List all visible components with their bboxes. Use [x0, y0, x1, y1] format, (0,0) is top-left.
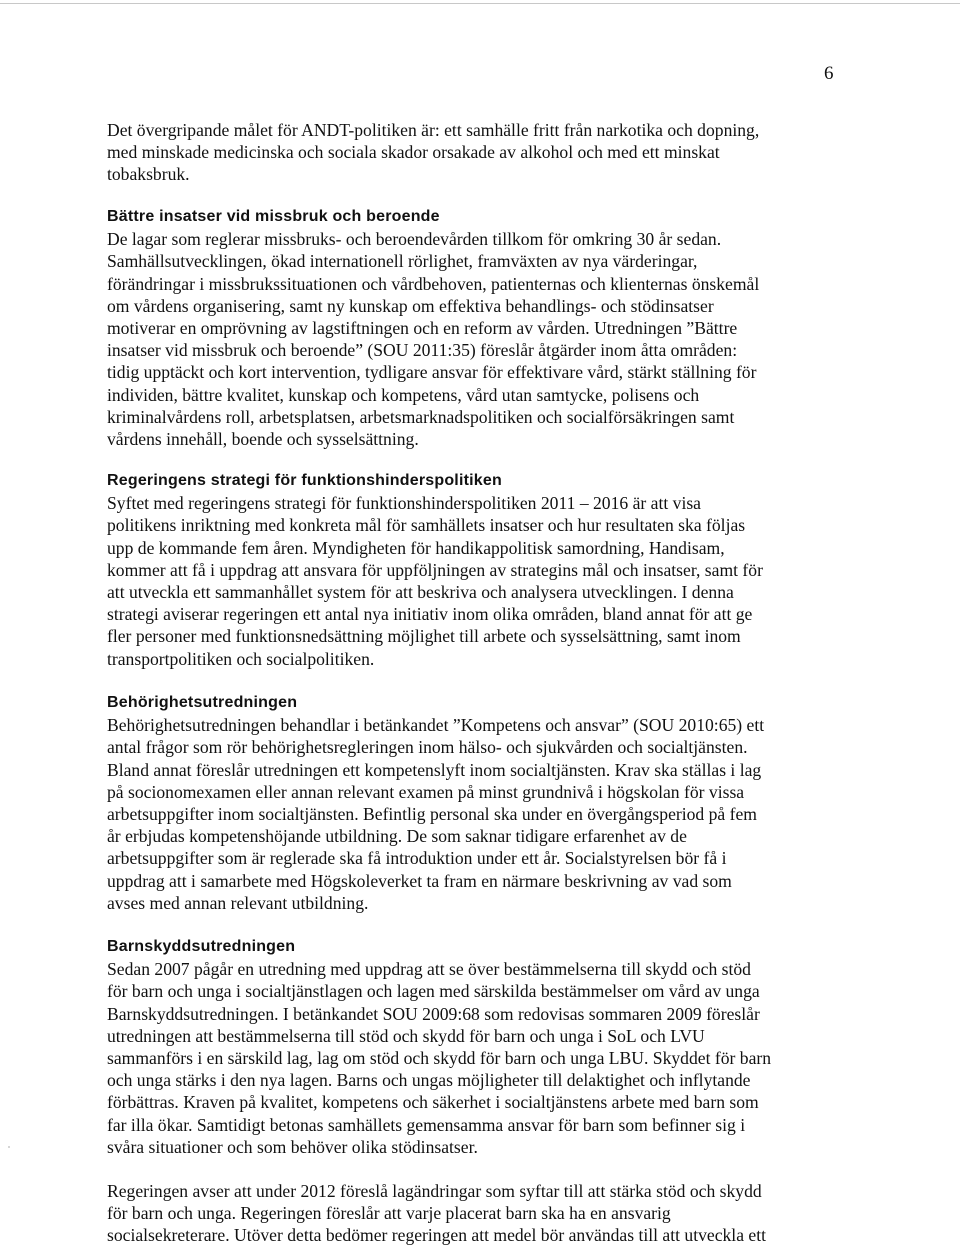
- section-heading: Bättre insatser vid missbruk och beroende: [107, 208, 440, 225]
- text-line: tobaksbruk.: [107, 164, 190, 185]
- text-line: strategi aviserar regeringen ett antal nya initiativ inom olika områden, bland annat för att ge: [107, 604, 753, 625]
- text-line: förändringar i missbrukssituationen och vårdbehoven, patienternas och klienternas önskemål: [107, 273, 760, 294]
- text-line: politikens inriktning med konkreta mål för samhällets insatser och hur resultaten ska följas: [107, 515, 746, 536]
- section-barnskyddsutredningen: [107, 936, 847, 1158]
- text-line: avses med annan relevant utbildning.: [107, 892, 369, 913]
- paragraph-regeringen-avser: [107, 1180, 847, 1247]
- text-line: Regeringen avser att under 2012 föreslå lagändringar som syftar till att stärka stöd och skydd: [107, 1181, 762, 1201]
- text-line: och unga stärks i den nya lagen. Barns och ungas möjligheter till delaktighet och inflytande: [107, 1070, 751, 1091]
- text-line: Bland annat föreslår utredningen ett kompetenslyft inom socialtjänsten. Krav ska ställas i lag: [107, 759, 762, 780]
- section-heading: Barnskyddsutredningen: [107, 938, 296, 955]
- text-line: kommer att få i uppdrag att ansvara för uppföljningen av strategins mål och insatser, samt för: [107, 559, 763, 580]
- text-line: utredningen att bestämmelserna till stöd och skydd för barn och unga i SoL och LVU: [107, 1025, 705, 1046]
- text-line: socialsekreterare. Utöver detta bedömer regeringen att medel bör användas till att utveckla ett: [107, 1225, 766, 1246]
- text-line: insatser vid missbruk och beroende” (SOU 2011:35) föreslår åtgärder inom åtta områden:: [107, 340, 738, 361]
- text-line: tidig upptäckt och kort intervention, tydligare ansvar för effektivare vård, stärkt ställning för: [107, 362, 757, 383]
- text-line: för barn och unga. Regeringen föreslår att varje placerat barn ska ha en ansvarig: [107, 1203, 671, 1224]
- text-line: att utveckla ett sammanhållet system för att beskriva och analysera utvecklingen. I denna: [107, 582, 734, 603]
- text-line: år erbjudas kompetenshöjande utbildning. De som saknar tidigare erfarenhet av de: [107, 826, 687, 847]
- text-line: för barn och unga i socialtjänstlagen och lagen med särskilda bestämmelser om vård av unga: [107, 981, 760, 1002]
- text-line: De lagar som reglerar missbruks- och beroendevården tillkom för omkring 30 år sedan.: [107, 229, 722, 250]
- text-line: fler personer med funktionsnedsättning möjlighet till arbete och sysselsättning, samt inom: [107, 626, 741, 647]
- text-line: upp de kommande fem åren. Myndigheten för handikappolitisk samordning, Handisam,: [107, 537, 725, 558]
- section-funktionshinderspolitiken: [107, 470, 847, 670]
- text-line: uppdrag att i samarbete med Högskoleverket ta fram en närmare beskrivning av vad som: [107, 870, 732, 891]
- text-line: svåra situationer och som behöver olika stödinsatser.: [107, 1136, 478, 1157]
- section-heading: Regeringens strategi för funktionshinderspolitiken: [107, 472, 502, 489]
- text-line: far illa ökar. Samtidigt betonas samhällets gemensamma ansvar för barn som befinner sig i: [107, 1114, 746, 1135]
- text-line: Behörighetsutredningen behandlar i betänkandet ”Kompetens och ansvar” (SOU 2010:65) ett: [107, 715, 765, 736]
- text-line: transportpolitiken och socialpolitiken.: [107, 648, 375, 669]
- text-line: arbetsuppgifter inom socialtjänsten. Befintlig personal ska under en övergångsperiod på fem: [107, 804, 757, 825]
- page-number: 6: [824, 63, 834, 84]
- section-behorighetsutredningen: [107, 692, 847, 914]
- top-rule: [0, 3, 960, 4]
- text-line: arbetsuppgifter som är reglerade ska få introduktion under ett år. Socialstyrelsen bör få i: [107, 848, 727, 869]
- text-line: kriminalvårdens roll, arbetsplatsen, arbetsmarknadspolitiken och socialförsäkringen samt: [107, 406, 735, 427]
- section-heading: Behörighetsutredningen: [107, 694, 298, 711]
- text-line: Samhällsutvecklingen, ökad internationell rörlighet, framväxten av nya värderingar,: [107, 251, 698, 272]
- text-line: vårdens innehåll, boende och sysselsättning.: [107, 429, 419, 450]
- text-line: om vårdens organisering, samt ny kunskap om effektiva behandlings- och stödinsatser: [107, 295, 714, 316]
- text-line: motiverar en omprövning av lagstiftningen och en reform av vården. Utredningen ”Bättre: [107, 318, 738, 339]
- text-line: antal frågor som rör behörighetsregleringen inom hälso- och sjukvården och socialtjänsten.: [107, 737, 748, 758]
- text-line: Det övergripande målet för ANDT-politiken är: ett samhälle fritt från narkotika och dopning,: [107, 120, 760, 140]
- text-line: Sedan 2007 pågår en utredning med uppdrag att se över bestämmelserna till skydd och stöd: [107, 959, 751, 980]
- text-line: Syftet med regeringens strategi för funktionshinderspolitiken 2011 – 2016 är att visa: [107, 493, 701, 514]
- text-line: individen, bättre kvalitet, kunskap och kompetens, vård utan samtycke, polisens och: [107, 384, 700, 405]
- section-battre-insatser: [107, 206, 847, 450]
- text-line: sammanförs i en särskild lag, lag om stöd och skydd för barn och unga LBU. Skyddet för barn: [107, 1048, 772, 1069]
- scan-speck: [8, 1146, 10, 1148]
- paragraph-andt-goal: [107, 119, 847, 186]
- text-line: förbättras. Kraven på kvalitet, kompetens och säkerhet i socialtjänstens arbete med barn som: [107, 1092, 759, 1113]
- text-line: på socionomexamen eller annan relevant examen på minst grundnivå i högskolan för vissa: [107, 781, 745, 802]
- text-line: Barnskyddsutredningen. I betänkandet SOU 2009:68 som redovisas sommaren 2009 föreslår: [107, 1003, 760, 1024]
- text-line: med minskade medicinska och sociala skador orsakade av alkohol och med ett minskat: [107, 142, 720, 163]
